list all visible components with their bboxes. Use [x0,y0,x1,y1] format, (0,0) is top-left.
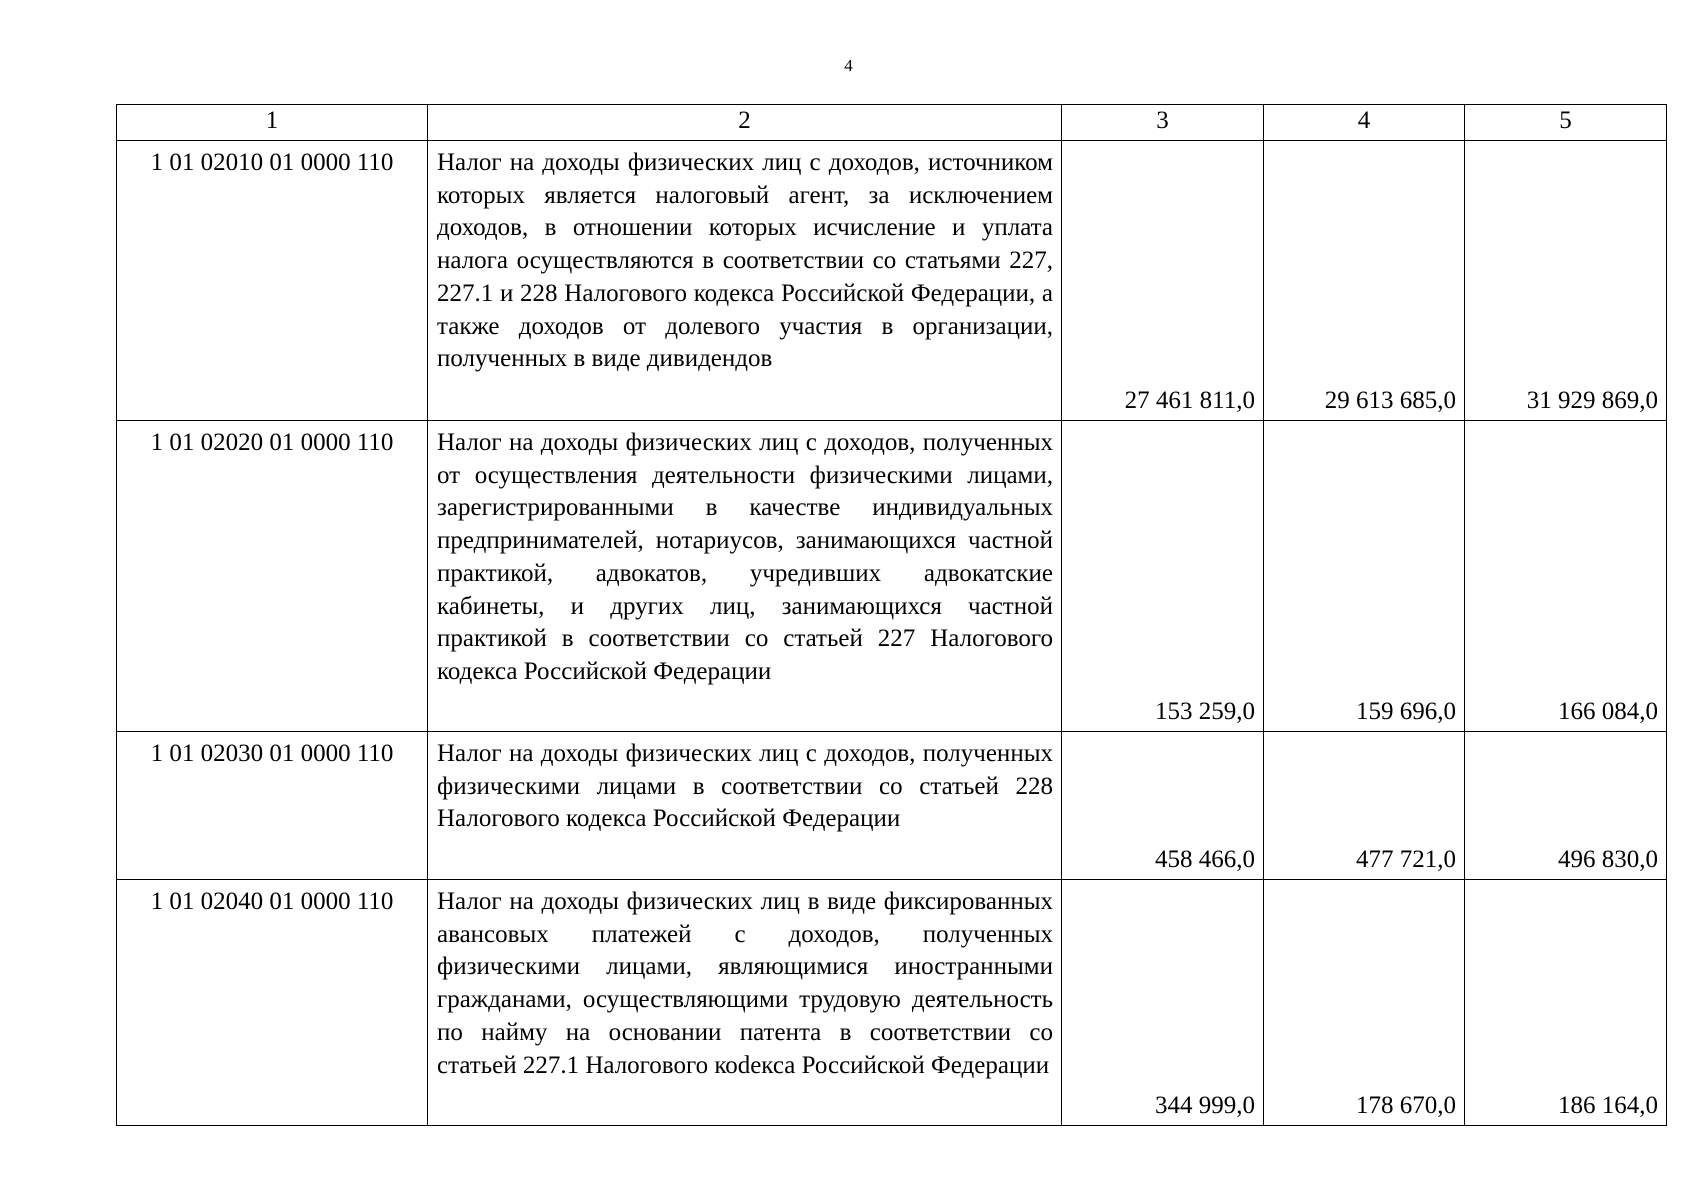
amount-col4-cell: 159 696,0 [1264,421,1465,732]
amount-col3-cell: 458 466,0 [1062,732,1264,880]
amount-col4-cell: 477 721,0 [1264,732,1465,880]
budget-code-cell: 1 01 02020 01 0000 110 [117,421,428,732]
table-header-row [117,105,1667,141]
amount-col5-cell: 186 164,0 [1465,880,1667,1126]
table-row [117,880,1667,1126]
amount-col4-cell: 29 613 685,0 [1264,141,1465,421]
revenue-name-cell: Налог на доходы физических лиц с доходов, полученных физическими лицами в соответствии со статьей 228 Налогового кодекса Российской Федерации [428,732,1062,880]
budget-code-cell: 1 01 02040 01 0000 110 [117,880,428,1126]
table-row [117,141,1667,421]
revenue-name-cell: Налог на доходы физических лиц с доходов, полученных от осуществления деятельности физическими лицами, зарегистрированными в качестве индивидуальных предпринимателей, нотариусов, занимающихся частной практикой, адвокатов, учредивших адвокатские кабинеты, и других лиц, занимающихся частной практикой в соответствии со статьей 227 Налогового кодекса Российской Федерации [428,421,1062,732]
amount-col4-cell: 178 670,0 [1264,880,1465,1126]
amount-col5-cell: 166 084,0 [1465,421,1667,732]
revenue-name-cell: Налог на доходы физических лиц в виде фиксированных авансовых платежей с доходов, полученных физическими лицами, являющимися иностранными гражданами, осуществляющими трудовую деятельность по найму на основании патента в соответствии со статьей 227.1 Налогового коdекса Российской Федерации [428,880,1062,1126]
amount-col5-cell: 496 830,0 [1465,732,1667,880]
amount-col3-cell: 153 259,0 [1062,421,1264,732]
amount-col5-cell: 31 929 869,0 [1465,141,1667,421]
page-number: 4 [844,56,853,75]
amount-col3-cell: 27 461 811,0 [1062,141,1264,421]
revenue-name-cell: Налог на доходы физических лиц с доходов, источником которых является налоговый агент, за исключением доходов, в отношении которых исчисление и уплата налога осуществляются в соответствии со статьями 227, 227.1 и 228 Налогового кодекса Российской Федерации, а также доходов от долевого участия в организации, полученных в виде дивидендов [428,141,1062,421]
table-row [117,732,1667,880]
budget-code-cell: 1 01 02010 01 0000 110 [117,141,428,421]
column-header-1: 1 [117,105,428,141]
column-header-2: 2 [428,105,1062,141]
column-header-5: 5 [1465,105,1667,141]
column-header-3: 3 [1062,105,1264,141]
revenue-table [116,104,1667,1126]
column-header-4: 4 [1264,105,1465,141]
table-row [117,421,1667,732]
budget-code-cell: 1 01 02030 01 0000 110 [117,732,428,880]
amount-col3-cell: 344 999,0 [1062,880,1264,1126]
